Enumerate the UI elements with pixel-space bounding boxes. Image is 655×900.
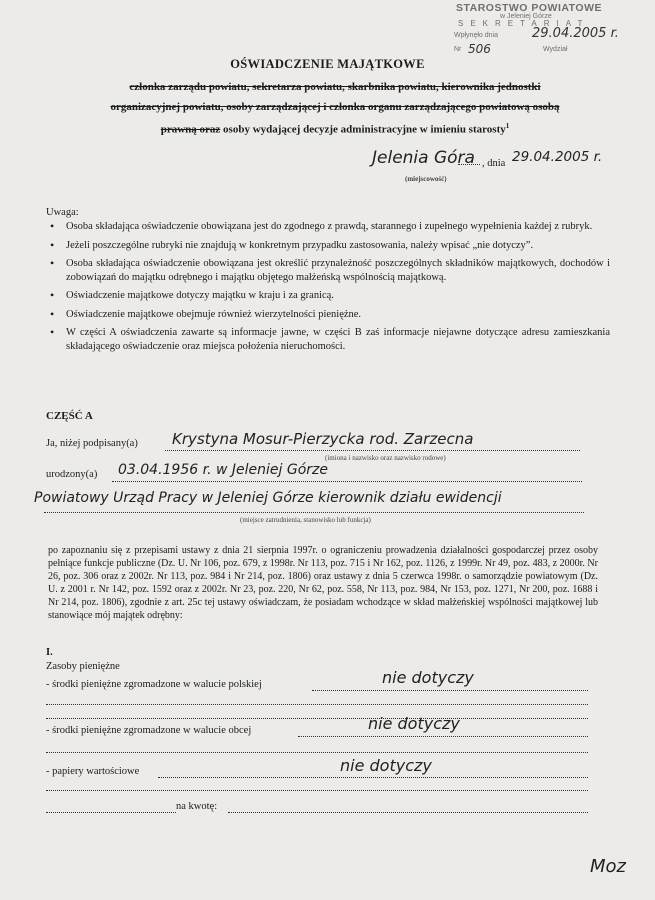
employer-dotline — [44, 512, 584, 513]
securities-dotline — [158, 777, 588, 778]
dotline — [46, 790, 588, 791]
foreign-label: - środki pieniężne zgromadzone w walucie obcej — [46, 725, 252, 736]
note-item: • Jeżeli poszczególne rubryki nie znajdują w konkretnym przypadku zastosowania, należy wpisać „nie dotyczy”. — [50, 239, 610, 253]
stamp-received-label: Wpłynęło dnia — [454, 32, 498, 39]
document-title: OŚWIADCZENIE MAJĄTKOWE — [230, 57, 425, 71]
note-item: • Osoba składająca oświadczenie obowiązana jest określić przynależność poszczególnych składników majątkowych, dochodów i zobowiązań do majątku odrębnego i majątku objętego małżeńską wspólnością majątkową. — [50, 257, 610, 284]
part-a-heading: CZĘŚĆ A — [46, 410, 93, 422]
note-item: • W części A oświadczenia zawarte są informacje jawne, w części B zaś informacje niejawne dotyczące adresu zamieszkania składającego oświadczenie oraz miejsca położenia nieruchomości. — [50, 326, 610, 353]
stamp-office: STAROSTWO POWIATOWE — [456, 2, 602, 14]
securities-label: - papiery wartościowe — [46, 766, 140, 777]
dotline — [46, 704, 588, 705]
employer-handwritten: Powiatowy Urząd Pracy w Jeleniej Górze kierownik działu ewidencji — [34, 490, 502, 506]
subtitle-line-2: organizacyjnej powiatu, osoby zarządzającej i członka organu zarządzającego powiatową osobą — [110, 101, 560, 113]
stamp-received-date: 29.04.2005 r. — [532, 26, 619, 41]
subtitle-line-3: prawną oraz osoby wydającej decyzje administracyjne w imieniu starosty$^1$ — [160, 122, 510, 136]
section-title: Zasoby pieniężne — [46, 661, 120, 672]
page-initials: Moz — [590, 856, 626, 877]
employer-caption: (miejsce zatrudnienia, stanowisko lub funkcja) — [240, 516, 371, 524]
place-caption: (miejscowość) — [405, 175, 447, 183]
notes-heading: Uwaga: — [46, 207, 79, 218]
note-item: • Oświadczenie majątkowe dotyczy majątku w kraju i za granicą. — [50, 289, 610, 303]
note-item: • Osoba składająca oświadczenie obowiązana jest do zgodnego z prawdą, starannego i zupełnego wypełnienia każdej z rubryk. — [50, 220, 610, 234]
place-dotline — [458, 164, 480, 165]
stamp-department: SEKRETARIAT — [458, 19, 590, 28]
amount-value-dotline — [228, 812, 588, 813]
stamp-city: w Jeleniej Górze — [500, 13, 552, 20]
born-dotline — [112, 481, 582, 482]
amount-dotline — [46, 812, 176, 813]
amount-label: na kwotę: — [176, 801, 218, 812]
birth-handwritten: 03.04.1956 r. w Jeleniej Górze — [118, 462, 328, 478]
dotline — [46, 718, 588, 719]
date-handwritten: 29.04.2005 r. — [512, 149, 603, 165]
stamp-number-label: Nr — [454, 46, 462, 53]
signer-label: Ja, niżej podpisany(a) — [46, 438, 138, 449]
section-number: I. — [46, 647, 53, 658]
place-handwritten: Jelenia Góra — [372, 148, 475, 168]
legal-basis-paragraph: po zapoznaniu się z przepisami ustawy z dnia 21 sierpnia 1997r. o ograniczeniu prowadzenia działalności gospodarczej przez osoby pełniące funkcje publiczne (Dz. U. Nr 106, poz. 679, z 1998r. Nr 113, poz. 715 i Nr 162, poz. 1126, z 1999r. Nr 49, poz. 483, z 2000r. Nr 26, poz. 306 oraz z 2002r. Nr 113, poz. 984 i Nr 214, poz. 1806) oraz ustawy z dnia 5 czerwca 1998r. o samorządzie powiatowym (Dz. U. z 2001 r. Nr 142, poz. 1592 oraz z 2002r. Nr 23, poz. 220, Nr 62, poz. 558, Nr 113, poz. 984, Nr 153, poz. 1271, Nr 200, poz. 1688 i Nr 214, poz. 1806), zgodnie z art. 25c tej ustawy oświadczam, że posiadam wchodzące w skład małżeńskiej wspólności majątkowej lub stanowiące mój majątek odrębny: — [48, 545, 598, 621]
signer-name-handwritten: Krystyna Mosur-Pierzycka rod. Zarzecna — [172, 430, 474, 448]
pln-label: - środki pieniężne zgromadzone w walucie polskiej — [46, 679, 262, 690]
notes-list — [50, 220, 610, 358]
stamp-number: 506 — [468, 42, 491, 56]
foreign-dotline — [298, 736, 588, 737]
born-label: urodzony(a) — [46, 469, 98, 480]
signer-caption: (imiona i nazwisko oraz nazwisko rodowe) — [325, 454, 446, 462]
signer-dotline — [165, 450, 580, 451]
foreign-handwritten: nie dotyczy — [368, 714, 460, 733]
date-label: , dnia — [482, 158, 506, 169]
note-item: • Oświadczenie majątkowe obejmuje również wierzytelności pieniężne. — [50, 308, 610, 322]
stamp-attachments-label: Wydział — [543, 46, 568, 53]
pln-dotline — [312, 690, 588, 691]
securities-handwritten: nie dotyczy — [340, 756, 432, 775]
dotline — [46, 752, 588, 753]
registry-stamp — [448, 2, 648, 54]
pln-handwritten: nie dotyczy — [382, 668, 474, 687]
subtitle-line-1: członka zarządu powiatu, sekretarza powiatu, skarbnika powiatu, kierownika jednostki — [129, 81, 541, 93]
